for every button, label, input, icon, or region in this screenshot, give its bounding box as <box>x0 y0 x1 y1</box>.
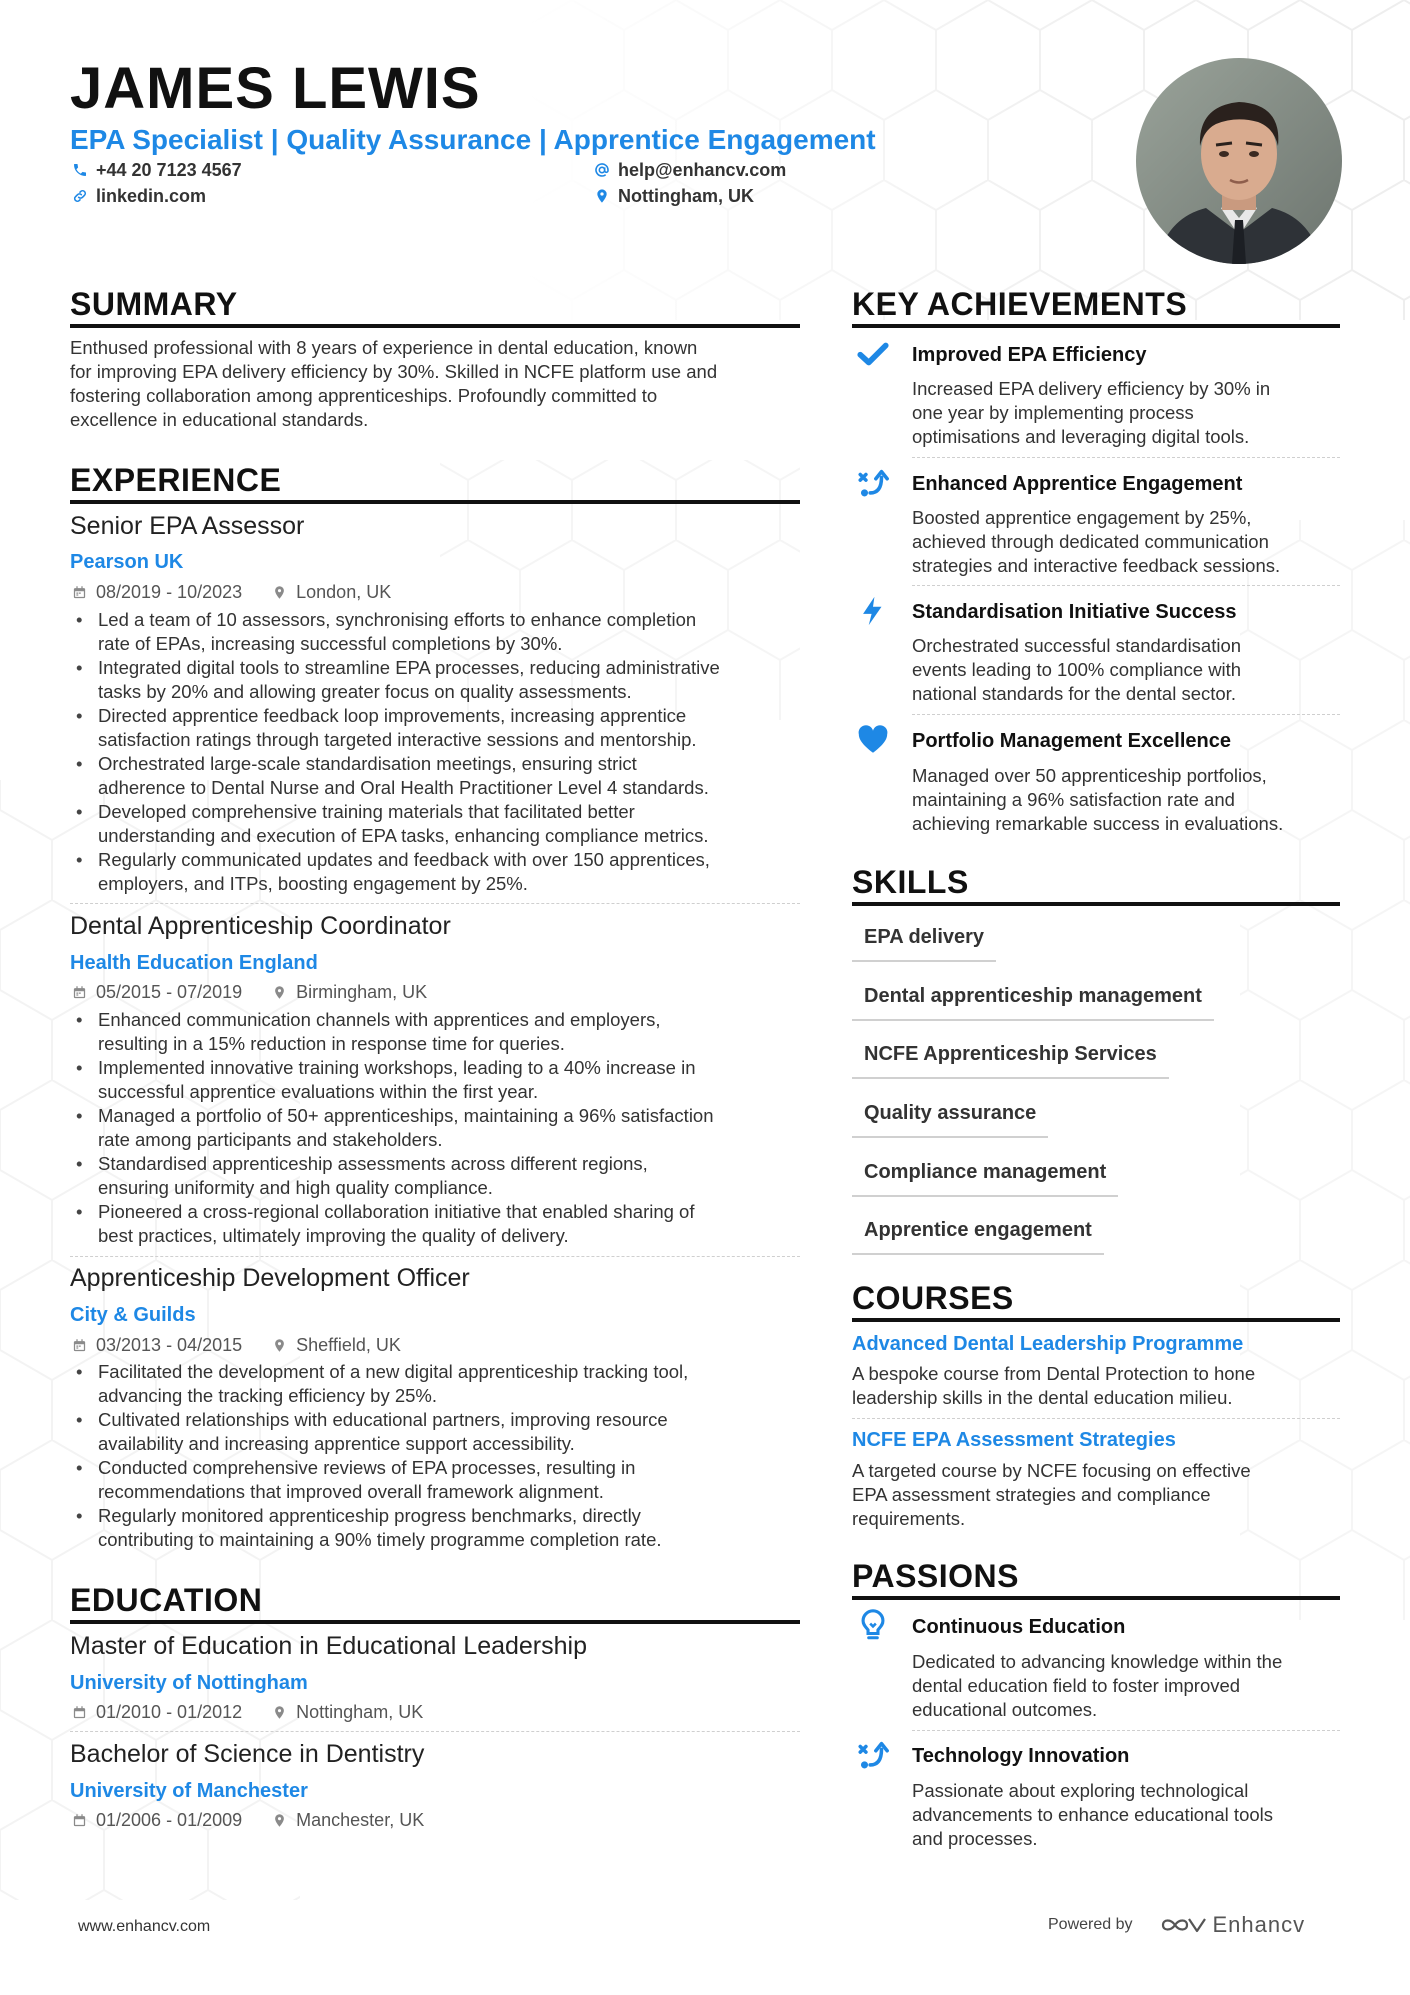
job-title: Apprenticeship Development Officer <box>70 1264 470 1292</box>
linkedin-text: linkedin.com <box>96 186 207 206</box>
job-bullets <box>70 608 810 896</box>
phone-text: +44 20 7123 4567 <box>96 160 242 180</box>
education-heading: EDUCATION <box>70 1582 263 1618</box>
heart-icon <box>856 723 890 757</box>
achievement-title: Improved EPA Efficiency <box>912 344 1147 366</box>
job-bullets <box>70 1360 810 1552</box>
strategy-icon <box>856 1738 890 1772</box>
job-location: Sheffield, UK <box>296 1335 401 1355</box>
contact-phone[interactable] <box>72 158 242 182</box>
job-title: Dental Apprenticeship Coordinator <box>70 912 451 940</box>
achievement-text: Increased EPA delivery efficiency by 30% in one year by implementing process optimisations and leveraging digital tools. <box>912 378 1271 447</box>
bullet-item: • Pioneered a cross-regional collaboration initiative that enabled sharing of best practices, ultimately improving the quality of delivery. <box>70 1200 810 1248</box>
job-meta <box>72 580 391 604</box>
course-title: Advanced Dental Leadership Programme <box>852 1333 1244 1355</box>
enhancv-logo-icon <box>1159 1913 1207 1937</box>
job-location: London, UK <box>296 582 392 602</box>
location-pin-icon <box>272 1338 287 1353</box>
education-location: Manchester, UK <box>296 1810 425 1830</box>
divider <box>70 1731 800 1732</box>
bullet-item: • Led a team of 10 assessors, synchronising efforts to enhance completion rate of EPAs, increasing successful completions by 30%. <box>70 608 810 656</box>
divider <box>912 714 1340 715</box>
strategy-icon <box>856 466 890 500</box>
divider <box>912 1730 1340 1731</box>
divider <box>70 1256 800 1257</box>
location-pin-icon <box>272 1813 287 1828</box>
education-location: Nottingham, UK <box>296 1702 424 1722</box>
experience-rule <box>70 500 800 504</box>
experience-heading: EXPERIENCE <box>70 462 282 498</box>
summary-line: excellence in educational standards. <box>70 409 369 430</box>
skill-tag: Quality assurance <box>852 1100 1048 1138</box>
bullet-item: • Integrated digital tools to streamline EPA processes, reducing administrative tasks by 20% and allowing greater focus on quality assessments. <box>70 656 810 704</box>
school-name: University of Manchester <box>70 1780 308 1802</box>
achievements-rule <box>852 324 1340 328</box>
education-dates: 01/2006 - 01/2009 <box>96 1810 243 1830</box>
location-pin-icon <box>272 585 287 600</box>
summary-rule <box>70 324 800 328</box>
job-dates: 03/2013 - 04/2015 <box>96 1335 243 1355</box>
summary-text <box>70 336 800 432</box>
degree-title: Bachelor of Science in Dentistry <box>70 1740 425 1768</box>
bullet-item: • Developed comprehensive training materials that facilitated better understanding and execution of EPA tasks, enhancing compliance metrics. <box>70 800 810 848</box>
bullet-item: • Enhanced communication channels with apprentices and employers, resulting in a 15% reduction in response time for queries. <box>70 1008 810 1056</box>
footer-powered-by[interactable] <box>1048 1912 1305 1938</box>
course-description: A bespoke course from Dental Protection to hone leadership skills in the dental education milieu. <box>852 1363 1256 1408</box>
passion-title: Technology Innovation <box>912 1745 1130 1767</box>
bullet-item: • Cultivated relationships with educational partners, improving resource availability and increasing apprentice support accessibility. <box>70 1408 810 1456</box>
achievement-text: Orchestrated successful standardisation events leading to 100% compliance with national standards for the dental sector. <box>912 635 1242 704</box>
brand-name: Enhancv <box>1212 1912 1306 1937</box>
skill-tag: Apprentice engagement <box>852 1217 1104 1255</box>
skill-tag: NCFE Apprenticeship Services <box>852 1041 1169 1079</box>
bullet-item: • Regularly communicated updates and feedback with over 150 apprentices, employers, and ITPs, boosting engagement by 25%. <box>70 848 810 896</box>
portrait-image <box>1136 58 1342 264</box>
passions-rule <box>852 1596 1340 1600</box>
check-icon <box>856 337 890 371</box>
education-rule <box>70 1620 800 1624</box>
courses-heading: COURSES <box>852 1280 1014 1316</box>
skill-tag: Dental apprenticeship management <box>852 983 1214 1021</box>
job-meta <box>72 980 427 1004</box>
bullet-item: • Directed apprentice feedback loop improvements, increasing apprentice satisfaction ratings through targeted interactive sessions and mentorship. <box>70 704 810 752</box>
profile-photo <box>1136 58 1342 264</box>
summary-heading: SUMMARY <box>70 286 238 322</box>
bullet-item: • Standardised apprenticeship assessments across different regions, ensuring uniformity and high quality compliance. <box>70 1152 810 1200</box>
bullet-item: • Regularly monitored apprenticeship progress benchmarks, directly contributing to maintaining a 90% timely programme completion rate. <box>70 1504 810 1552</box>
education-meta <box>72 1808 424 1832</box>
summary-line: fostering collaboration among apprenticeships. Profoundly committed to <box>70 385 658 406</box>
achievement-text: Managed over 50 apprenticeship portfolios, maintaining a 96% satisfaction rate and achieving remarkable success in evaluations. <box>912 765 1284 834</box>
candidate-name: JAMES LEWIS <box>70 56 481 121</box>
divider <box>852 1418 1340 1419</box>
location-pin-icon <box>272 985 287 1000</box>
candidate-title: EPA Specialist | Quality Assurance | Apprentice Engagement <box>70 124 876 155</box>
education-dates: 01/2010 - 01/2012 <box>96 1702 243 1722</box>
company-name: City & Guilds <box>70 1304 196 1326</box>
education-meta <box>72 1700 423 1724</box>
skill-tag: EPA delivery <box>852 924 996 962</box>
degree-title: Master of Education in Educational Leadership <box>70 1632 587 1660</box>
passion-title: Continuous Education <box>912 1616 1126 1638</box>
bullet-item: • Conducted comprehensive reviews of EPA processes, resulting in recommendations that improved overall framework alignment. <box>70 1456 810 1504</box>
job-title: Senior EPA Assessor <box>70 512 305 540</box>
calendar-icon <box>72 1813 87 1828</box>
divider <box>912 457 1340 458</box>
lightbulb-icon <box>856 1608 890 1642</box>
bullet-item: • Managed a portfolio of 50+ apprenticeships, maintaining a 96% satisfaction rate among participants and stakeholders. <box>70 1104 810 1152</box>
contact-location <box>594 184 754 208</box>
course-title: NCFE EPA Assessment Strategies <box>852 1429 1176 1451</box>
achievement-text: Boosted apprentice engagement by 25%, achieved through dedicated communication strategies and interactive feedback sessions. <box>912 507 1281 576</box>
at-icon <box>594 162 610 178</box>
calendar-icon <box>72 1338 87 1353</box>
course-description: A targeted course by NCFE focusing on effective EPA assessment strategies and compliance requirements. <box>852 1460 1251 1529</box>
calendar-icon <box>72 985 87 1000</box>
company-name: Pearson UK <box>70 551 184 573</box>
passion-text: Dedicated to advancing knowledge within the dental education field to foster improved educational outcomes. <box>912 1651 1283 1720</box>
skills-rule <box>852 902 1340 906</box>
location-pin-icon <box>272 1705 287 1720</box>
location-text: Nottingham, UK <box>618 186 754 206</box>
skill-tag: Compliance management <box>852 1159 1118 1197</box>
achievement-title: Enhanced Apprentice Engagement <box>912 473 1243 495</box>
phone-icon <box>72 162 88 178</box>
achievement-title: Portfolio Management Excellence <box>912 730 1231 752</box>
job-location: Birmingham, UK <box>296 982 428 1002</box>
job-meta <box>72 1333 401 1357</box>
summary-line: Enthused professional with 8 years of experience in dental education, known <box>70 337 698 358</box>
skills-heading: SKILLS <box>852 864 969 900</box>
school-name: University of Nottingham <box>70 1672 308 1694</box>
achievements-heading: KEY ACHIEVEMENTS <box>852 286 1188 322</box>
contact-email[interactable] <box>594 158 786 182</box>
summary-line: for improving EPA delivery efficiency by 30%. Skilled in NCFE platform use and <box>70 361 718 382</box>
passion-text: Passionate about exploring technological advancements to enhance educational tools and processes. <box>912 1780 1274 1849</box>
achievement-title: Standardisation Initiative Success <box>912 601 1237 623</box>
job-bullets <box>70 1008 810 1248</box>
divider <box>70 903 800 904</box>
passions-heading: PASSIONS <box>852 1558 1019 1594</box>
footer-website[interactable]: www.enhancv.com <box>78 1918 211 1935</box>
bullet-item: • Orchestrated large-scale standardisation meetings, ensuring strict adherence to Dental Nurse and Oral Health Practitioner Level 4 standards. <box>70 752 810 800</box>
bullet-item: • Facilitated the development of a new digital apprenticeship tracking tool, advancing the tracking efficiency by 25%. <box>70 1360 810 1408</box>
courses-rule <box>852 1318 1340 1322</box>
calendar-icon <box>72 1705 87 1720</box>
lightning-icon <box>856 594 890 628</box>
bullet-item: • Implemented innovative training workshops, leading to a 40% increase in successful apprentice evaluations within the first year. <box>70 1056 810 1104</box>
job-dates: 08/2019 - 10/2023 <box>96 582 243 602</box>
email-text: help@enhancv.com <box>618 160 787 180</box>
job-dates: 05/2015 - 07/2019 <box>96 982 243 1002</box>
link-icon <box>72 188 88 204</box>
company-name: Health Education England <box>70 952 318 974</box>
contact-linkedin[interactable] <box>72 184 206 208</box>
location-pin-icon <box>594 188 610 204</box>
powered-by-label: Powered by <box>1048 1916 1133 1933</box>
divider <box>912 585 1340 586</box>
calendar-icon <box>72 585 87 600</box>
